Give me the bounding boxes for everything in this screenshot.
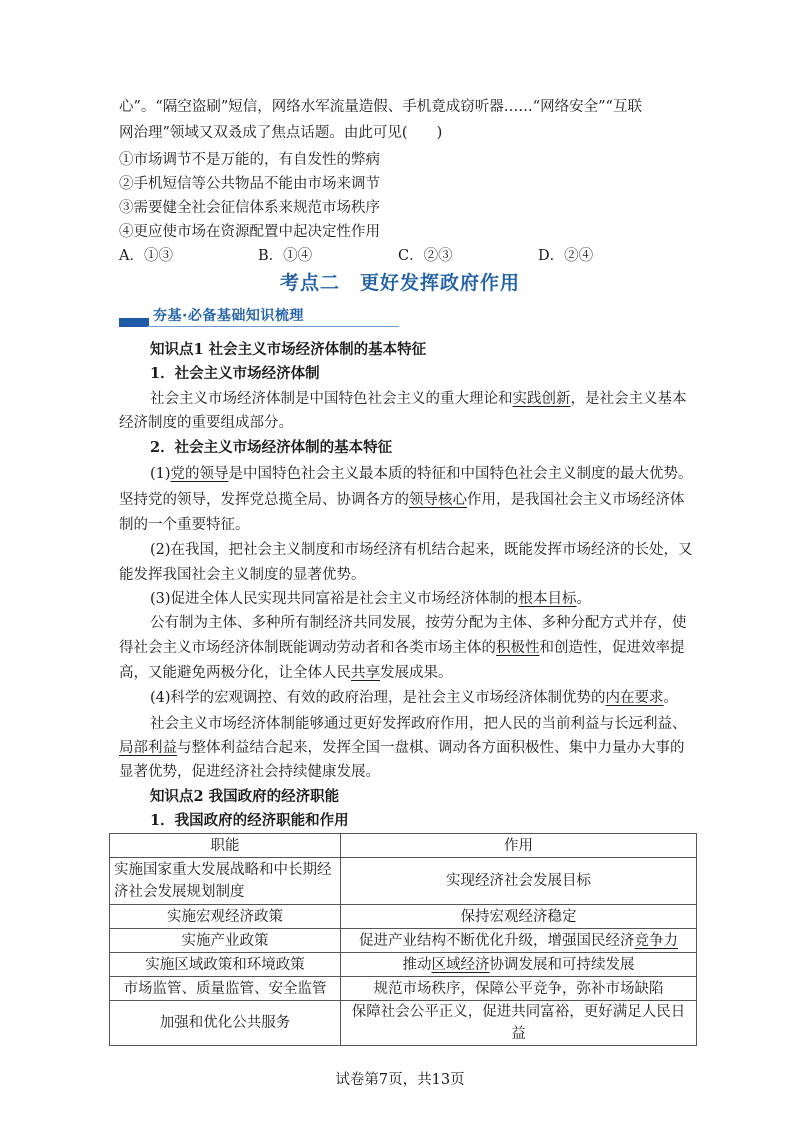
underlined-term: 实践创新 bbox=[512, 391, 571, 407]
page-footer: 试卷第7页，共13页 bbox=[335, 1072, 465, 1088]
feature-1-line-1: (1)党的领导是中国特色社会主义最本质的特征和中国特色社会主义制度的最大优势。 bbox=[150, 466, 693, 482]
question-line-1: 心”。“隔空盗刷”短信，网络水军流量造假、手机竟成窃听器……“网络安全”“互联 bbox=[119, 99, 642, 115]
kp1-subtitle-1: 1．社会主义市场经济体制 bbox=[150, 365, 320, 382]
feature-4-detail-line-2: 局部利益与整体利益结合起来，发挥全国一盘棋、调动各方面积极性、集中力量办大事的 bbox=[119, 740, 685, 756]
kp1-paragraph-1-line-1: 社会主义市场经济体制是中国特色社会主义的重大理论和实践创新，是社会主义基本 bbox=[150, 391, 687, 407]
question-item-4: ④更应使市场在资源配置中起决定性作用 bbox=[119, 224, 380, 240]
table-row bbox=[110, 929, 697, 953]
feature-2-line-2: 能发挥我国社会主义制度的显著优势。 bbox=[119, 567, 366, 583]
table-cell: 市场监管、质量监管、安全监管 bbox=[110, 977, 341, 1001]
feature-3-detail-line-3: 高，又能避免两极分化，让全体人民共享发展成果。 bbox=[119, 665, 453, 681]
table-header-cell: 职能 bbox=[110, 834, 341, 858]
answer-option-b: B．①④ bbox=[258, 248, 313, 264]
question-item-2: ②手机短信等公共物品不能由市场来调节 bbox=[119, 176, 380, 192]
table-header-cell: 作用 bbox=[341, 834, 697, 858]
table-cell: 实现经济社会发展目标 bbox=[341, 858, 697, 905]
table-row bbox=[110, 977, 697, 1001]
feature-4-detail-line-3: 显著优势，促进经济社会持续健康发展。 bbox=[119, 764, 380, 780]
answer-option-a: A．①③ bbox=[119, 248, 173, 264]
kp2-subtitle-1: 1．我国政府的经济职能和作用 bbox=[150, 812, 349, 829]
government-functions-table bbox=[109, 833, 697, 1046]
table-row bbox=[110, 1001, 697, 1046]
section-banner bbox=[119, 303, 399, 329]
banner-bar-decoration bbox=[119, 318, 149, 327]
table-header-row bbox=[110, 834, 697, 858]
feature-1-line-2: 坚持党的领导，发挥党总揽全局、协调各方的领导核心作用，是我国社会主义市场经济体 bbox=[119, 492, 685, 508]
feature-3-detail-line-2: 得社会主义市场经济体制既能调动劳动者和各类市场主体的积极性和创造性，促进效率提 bbox=[119, 640, 685, 656]
table-cell: 实施区域政策和环境政策 bbox=[110, 953, 341, 977]
table-cell: 实施产业政策 bbox=[110, 929, 341, 953]
question-item-1: ①市场调节不是万能的，有自发性的弊病 bbox=[119, 152, 380, 168]
underlined-term: 局部利益 bbox=[119, 740, 177, 756]
feature-3-detail-line-1: 公有制为主体、多种所有制经济共同发展，按劳分配为主体、多种分配方式并存，使 bbox=[150, 615, 687, 631]
answer-option-c: C．②③ bbox=[398, 248, 453, 264]
underlined-term: 区域经济 bbox=[431, 956, 490, 973]
kp1-heading: 知识点1 社会主义市场经济体制的基本特征 bbox=[150, 341, 427, 358]
underlined-term: 共享 bbox=[351, 665, 380, 681]
underlined-term: 党的领导 bbox=[170, 466, 229, 482]
underlined-term: 内在要求 bbox=[605, 690, 664, 706]
kp1-paragraph-1-line-2: 经济制度的重要组成部分。 bbox=[119, 415, 293, 431]
answer-option-d: D．②④ bbox=[538, 248, 594, 264]
table-row bbox=[110, 905, 697, 929]
banner-label: 夯基·必备基础知识梳理 bbox=[153, 308, 304, 324]
table-cell: 保障社会公平正义，促进共同富裕，更好满足人民日益 bbox=[341, 1001, 697, 1046]
table-row bbox=[110, 953, 697, 977]
kp1-subtitle-2: 2．社会主义市场经济体制的基本特征 bbox=[150, 439, 393, 456]
question-item-3: ③需要健全社会征信体系来规范市场秩序 bbox=[119, 200, 380, 216]
feature-4-detail-line-1: 社会主义市场经济体制能够通过更好发挥政府作用，把人民的当前利益与长远利益、 bbox=[150, 716, 687, 732]
banner-rule bbox=[147, 326, 399, 327]
feature-2-line-1: (2)在我国，把社会主义制度和市场经济有机结合起来，既能发挥市场经济的长处，又 bbox=[150, 542, 693, 558]
table-cell: 实施国家重大发展战略和中长期经 济社会发展规划制度 bbox=[110, 858, 341, 905]
underlined-term: 根本目标 bbox=[518, 591, 577, 607]
kp2-heading: 知识点2 我国政府的经济职能 bbox=[150, 788, 340, 805]
section-title: 考点二 更好发挥政府作用 bbox=[279, 272, 520, 294]
table-cell: 加强和优化公共服务 bbox=[110, 1001, 341, 1046]
table-cell: 实施宏观经济政策 bbox=[110, 905, 341, 929]
table-row bbox=[110, 858, 697, 905]
feature-1-line-3: 制的一个重要特征。 bbox=[119, 517, 250, 533]
underlined-term: 积极性 bbox=[496, 640, 540, 656]
table-cell: 推动区域经济协调发展和可持续发展 bbox=[341, 953, 697, 977]
underlined-term: 竞争力 bbox=[634, 932, 678, 949]
table-cell: 保持宏观经济稳定 bbox=[341, 905, 697, 929]
question-line-2: 网治理”领域又双叒成了焦点话题。由此可见( ) bbox=[119, 125, 443, 141]
table-cell: 规范市场秩序，保障公平竞争，弥补市场缺陷 bbox=[341, 977, 697, 1001]
feature-4-line-1: (4)科学的宏观调控、有效的政府治理，是社会主义市场经济体制优势的内在要求。 bbox=[150, 690, 679, 706]
feature-3-line-1: (3)促进全体人民实现共同富裕是社会主义市场经济体制的根本目标。 bbox=[150, 591, 592, 607]
table-cell: 促进产业结构不断优化升级，增强国民经济竞争力 bbox=[341, 929, 697, 953]
underlined-term: 领导核心 bbox=[409, 492, 467, 508]
